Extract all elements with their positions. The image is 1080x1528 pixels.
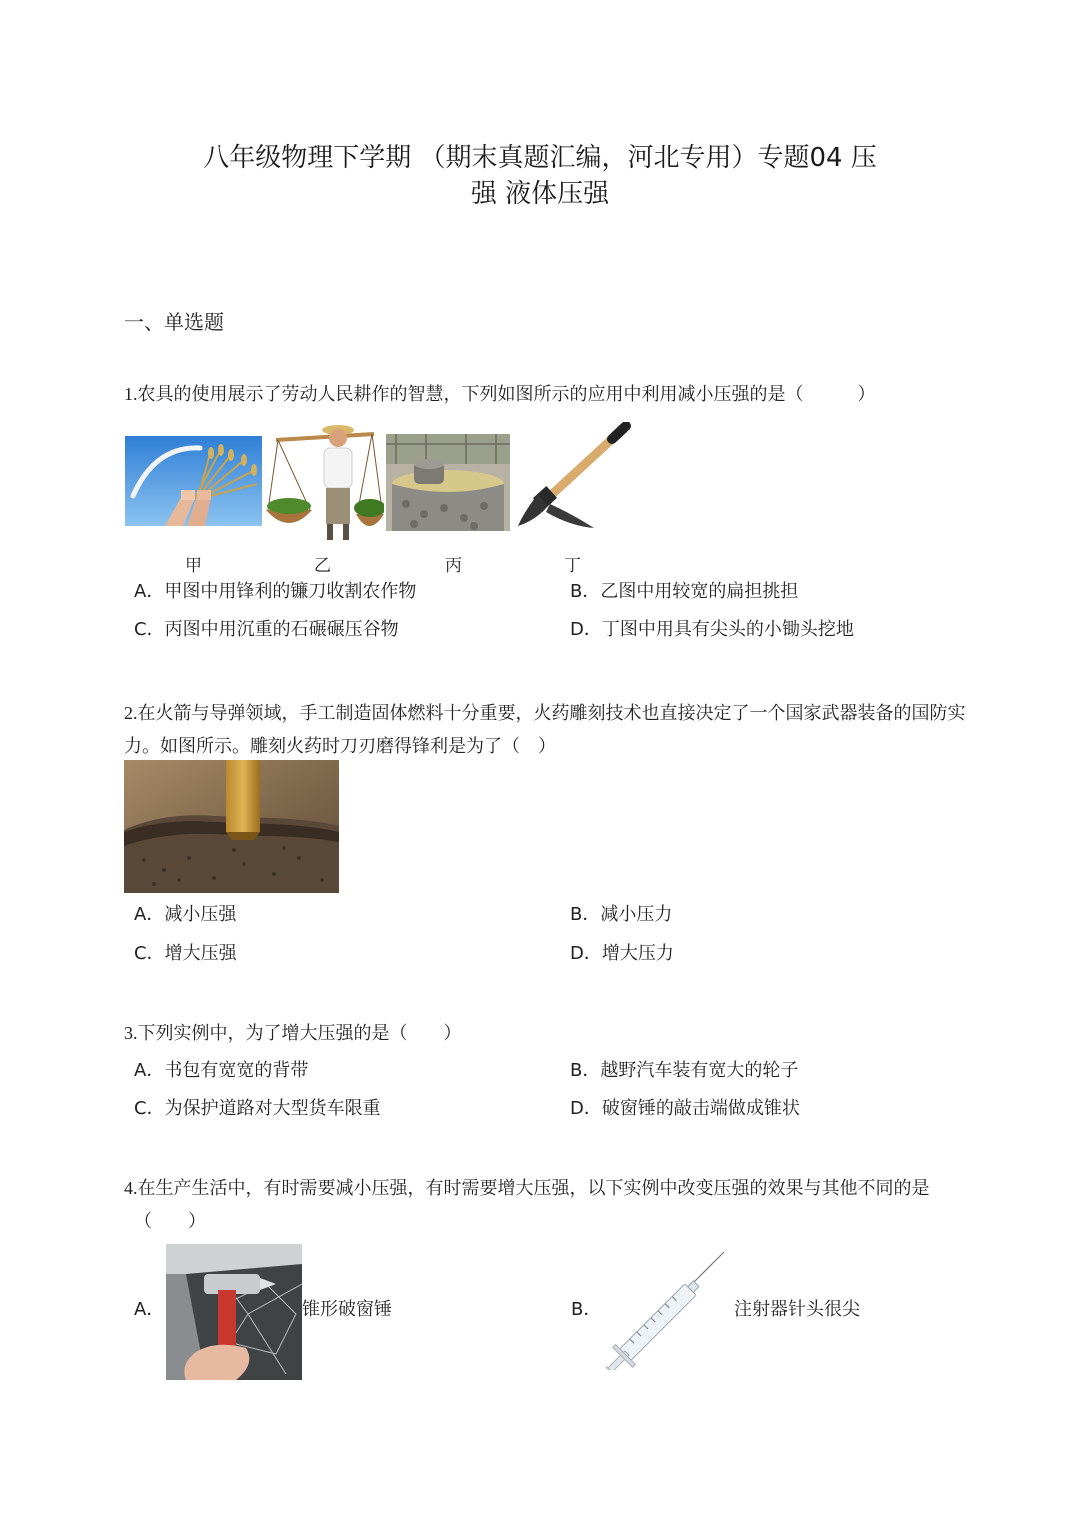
q4-option-a-text[interactable]: 锥形破窗锤: [302, 1299, 392, 1320]
q2-option-b[interactable]: [570, 903, 672, 927]
q4-option-a-letter[interactable]: A．: [134, 1299, 165, 1320]
q4-option-b-text[interactable]: 注射器针头很尖: [734, 1299, 860, 1320]
option-text: 丙图中用沉重的石碾碾压谷物: [164, 619, 399, 640]
option-letter: C．: [134, 619, 165, 640]
page-title-line1: 八年级物理下学期 （期末真题汇编，河北专用）专题04 压: [203, 143, 877, 173]
stone-roller-image: [386, 434, 510, 531]
option-text: 增大压力: [601, 943, 674, 964]
option-letter: A．: [134, 904, 165, 925]
caption-bing: 丙: [445, 556, 462, 576]
propellant-carving-image: [124, 760, 339, 893]
option-text: 丁图中用具有尖头的小锄头挖地: [601, 619, 854, 640]
option-letter: A．: [134, 581, 165, 602]
option-letter: C．: [134, 1098, 165, 1119]
question-4-number: 4.: [124, 1178, 138, 1198]
caption-yi: 乙: [314, 556, 331, 576]
option-letter: B．: [570, 581, 601, 602]
option-text: 破窗锤的敲击端做成锥状: [601, 1098, 800, 1119]
section-heading: 一、单选题: [124, 310, 224, 334]
question-1: [124, 378, 994, 411]
question-2-text-line2: 力。如图所示。雕刻火药时刀刃磨得锋利是为了（ ）: [124, 736, 556, 757]
question-4: [124, 1172, 994, 1238]
q3-option-d[interactable]: [570, 1097, 800, 1121]
option-letter: D．: [570, 1098, 602, 1119]
syringe-image: [606, 1250, 730, 1370]
option-text: 书包有宽宽的背带: [164, 1060, 309, 1081]
caption-jia: 甲: [185, 556, 202, 576]
q3-option-a[interactable]: [134, 1059, 308, 1083]
option-text: 减小压力: [600, 904, 673, 925]
sickle-harvest-image: [125, 436, 262, 526]
caption-ding: 丁: [564, 556, 581, 576]
q2-option-a[interactable]: [134, 903, 236, 927]
q1-option-c[interactable]: [134, 618, 399, 642]
option-letter: D．: [570, 943, 602, 964]
q3-option-b[interactable]: [570, 1059, 798, 1083]
page-title-line2: 强 液体压强: [470, 179, 610, 209]
question-3-text: 下列实例中，为了增大压强的是（ ）: [137, 1023, 462, 1044]
option-letter: B．: [570, 1060, 601, 1081]
small-hoe-image: [512, 422, 632, 530]
option-letter: D．: [570, 619, 602, 640]
shoulder-pole-image: [264, 420, 384, 544]
q1-option-d[interactable]: [570, 618, 854, 642]
question-3-number: 3.: [124, 1023, 138, 1043]
option-text: 减小压强: [164, 904, 237, 925]
question-2-text-line1: 在火箭与导弹领域，手工制造固体燃料十分重要，火药雕刻技术也直接决定了一个国家武器装备的国防实: [137, 703, 966, 724]
question-1-text: 农具的使用展示了劳动人民耕作的智慧，下列如图所示的应用中利用减小压强的是（ ）: [137, 384, 876, 405]
question-2: [124, 697, 994, 763]
question-4-text-line2: （ ）: [134, 1211, 206, 1232]
option-text: 越野汽车装有宽大的轮子: [600, 1060, 799, 1081]
question-3: [124, 1017, 994, 1050]
window-breaker-hammer-image: [166, 1244, 302, 1380]
option-letter: B．: [570, 904, 601, 925]
question-2-number: 2.: [124, 703, 138, 723]
q2-option-c[interactable]: [134, 942, 237, 966]
q3-option-c[interactable]: [134, 1097, 381, 1121]
q4-option-b-letter[interactable]: B．: [571, 1299, 602, 1320]
option-text: 为保护道路对大型货车限重: [164, 1098, 381, 1119]
question-4-text-line1: 在生产生活中，有时需要减小压强，有时需要增大压强，以下实例中改变压强的效果与其他不同的是: [137, 1178, 930, 1199]
q1-option-b[interactable]: [570, 580, 798, 604]
q1-option-a[interactable]: [134, 580, 416, 604]
option-text: 乙图中用较宽的扁担挑担: [600, 581, 799, 602]
question-1-number: 1.: [124, 384, 138, 404]
option-text: 甲图中用锋利的镰刀收割农作物: [164, 581, 417, 602]
option-letter: A．: [134, 1060, 165, 1081]
option-letter: C．: [134, 943, 165, 964]
q2-option-d[interactable]: [570, 942, 674, 966]
option-text: 增大压强: [164, 943, 237, 964]
